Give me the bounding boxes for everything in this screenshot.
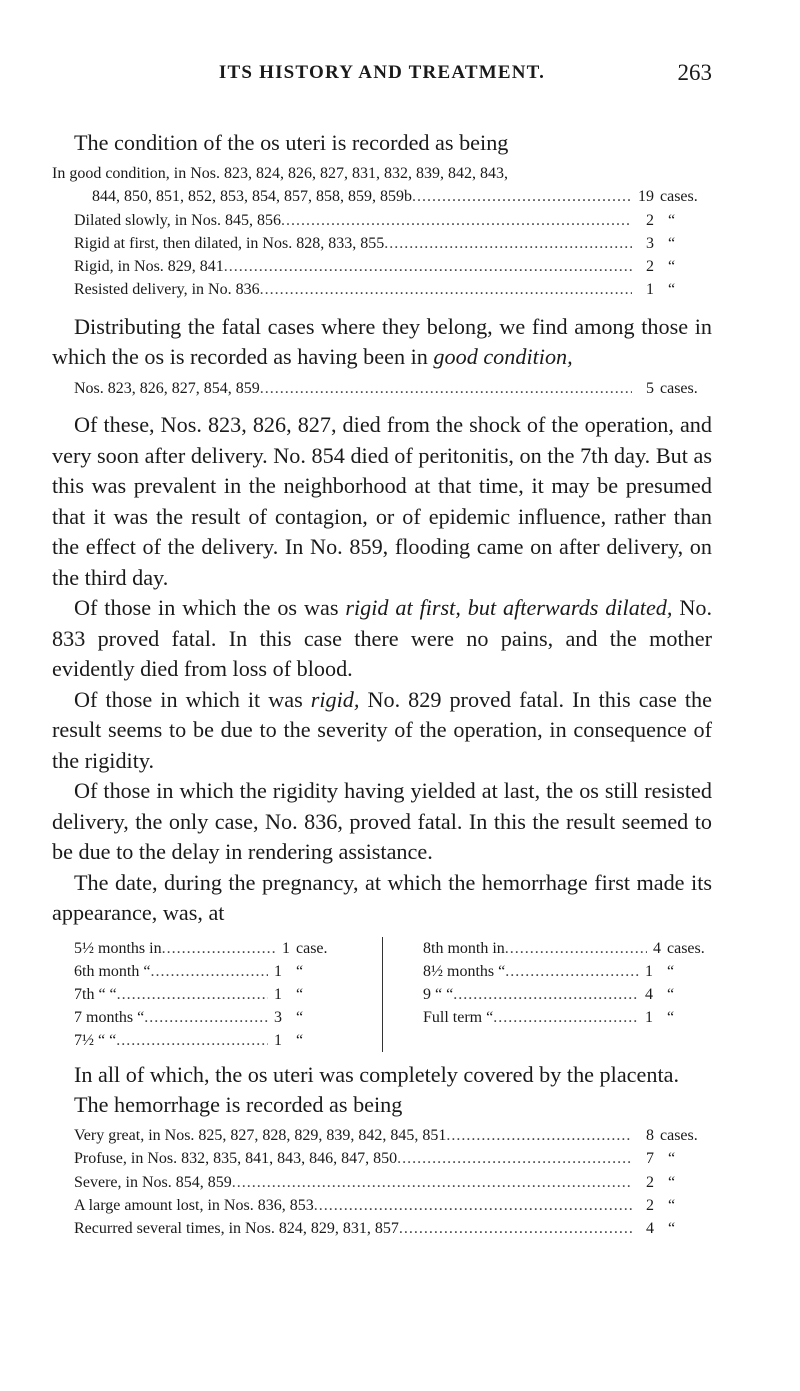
paragraph-rigid: Of those in which it was rigid, No. 829 proved fatal. In this case the result seems to be due to the severity of the operation, in consequence of the rigidity. — [52, 686, 713, 773]
leader-dots — [493, 1006, 639, 1029]
hemorrhage-list — [52, 1124, 712, 1240]
list-item: Dilated slowly, in Nos. 845, 856 ..... 2 “ — [52, 209, 712, 232]
leader-dots — [144, 1006, 268, 1029]
table-row: 6th month “ ..... 1 “ — [52, 960, 342, 983]
list-item: Resisted delivery, in No. 836 ..... 1 “ — [52, 278, 712, 301]
fatal-cases-list — [52, 377, 712, 400]
months-column-left — [52, 937, 342, 1052]
table-row: 9 “ “ ..... 4 “ — [423, 983, 713, 1006]
leader-dots — [453, 983, 639, 1006]
paragraph-shock: Of these, Nos. 823, 826, 827, died from the shock of the operation, and very soon after delivery. No. 854 died of peritonitis, on the 7th day. But as this was prevalent in the neighborhood at that time, it may be presumed that it was the result of contagion, or of epidemic influence, rather than the effect of the delivery. In No. 859, flooding came on after delivery, on the third day. — [52, 412, 712, 590]
table-row: 7 months “ ..... 3 “ — [52, 1006, 342, 1029]
list-item: Very great, in Nos. 825, 827, 828, 829, 839, 842, 845, 851 ..... 8 cases. — [52, 1124, 712, 1147]
list-item: Severe, in Nos. 854, 859 ..... 2 “ — [52, 1171, 712, 1194]
leader-dots — [314, 1194, 632, 1217]
list-item: In good condition, in Nos. 823, 824, 826, 827, 831, 832, 839, 842, 843, — [52, 165, 508, 182]
table-row: 7½ “ “ ..... 1 “ — [52, 1029, 342, 1052]
list-item: Recurred several times, in Nos. 824, 829, 831, 857 ..... 4 “ — [52, 1217, 712, 1240]
leader-dots — [384, 232, 632, 255]
paragraph-resisted: Of those in which the rigidity having yielded at last, the os still resisted delivery, the only case, No. 836, proved fatal. In this the result seemed to be due to the delay in rendering assistance. — [52, 778, 712, 865]
months-column-right — [382, 937, 713, 1052]
leader-dots — [260, 377, 632, 400]
os-condition-list — [52, 162, 712, 302]
leader-dots — [117, 983, 268, 1006]
table-row: 5½ months in ..... 1 case. — [52, 937, 342, 960]
leader-dots — [505, 960, 639, 983]
os-condition-lead: The condition of the os uteri is recorded as being — [74, 130, 509, 155]
leader-dots — [412, 185, 632, 208]
list-item: Nos. 823, 826, 827, 854, 859 ..... 5 cases. — [52, 377, 712, 400]
list-item: Rigid, in Nos. 829, 841 ..... 2 “ — [52, 255, 712, 278]
leader-dots — [281, 209, 632, 232]
leader-dots — [162, 937, 276, 960]
leader-dots — [116, 1029, 268, 1052]
list-item: 844, 850, 851, 852, 853, 854, 857, 858, 859, 859b ..... 19 cases. — [52, 185, 712, 208]
running-head: ITS HISTORY AND TREATMENT. — [218, 62, 546, 83]
leader-dots — [260, 278, 632, 301]
leader-dots — [397, 1147, 632, 1170]
paragraph-date: The date, during the pregnancy, at which the hemorrhage first made its appearance, was, at — [52, 869, 712, 926]
list-item: A large amount lost, in Nos. 836, 853 ..... 2 “ — [52, 1194, 712, 1217]
paragraph-placenta: In all of which, the os uteri was completely covered by the placenta. — [74, 1061, 680, 1087]
leader-dots — [150, 960, 268, 983]
paragraph-rigid-first: Of those in which the os was rigid at first, but afterwards dilated, No. 833 proved fatal. In this case there were no pains, and the mother evidently died from loss of blood. — [52, 595, 712, 682]
leader-dots — [505, 937, 647, 960]
page-header — [52, 62, 712, 92]
table-row: 8½ months “ ..... 1 “ — [423, 960, 713, 983]
page-number: 263 — [677, 60, 712, 85]
leader-dots — [399, 1217, 632, 1240]
leader-dots — [446, 1124, 632, 1147]
list-item: Rigid at first, then dilated, in Nos. 828, 833, 855 ..... 3 “ — [52, 232, 712, 255]
leader-dots — [232, 1171, 632, 1194]
page-body — [52, 128, 712, 1251]
months-table — [52, 937, 712, 1052]
table-row: 7th “ “ ..... 1 “ — [52, 983, 342, 1006]
list-item: Profuse, in Nos. 832, 835, 841, 843, 846, 847, 850 ..... 7 “ — [52, 1147, 712, 1170]
table-row: 8th month in ..... 4 cases. — [423, 937, 713, 960]
fatal-cases-paragraph: Distributing the fatal cases where they belong, we find among those in which the os is recorded as having been in good condition, — [52, 313, 712, 370]
hemorrhage-lead: The hemorrhage is recorded as being — [74, 1092, 403, 1118]
leader-dots — [224, 255, 632, 278]
table-row: Full term “ ..... 1 “ — [423, 1006, 713, 1029]
